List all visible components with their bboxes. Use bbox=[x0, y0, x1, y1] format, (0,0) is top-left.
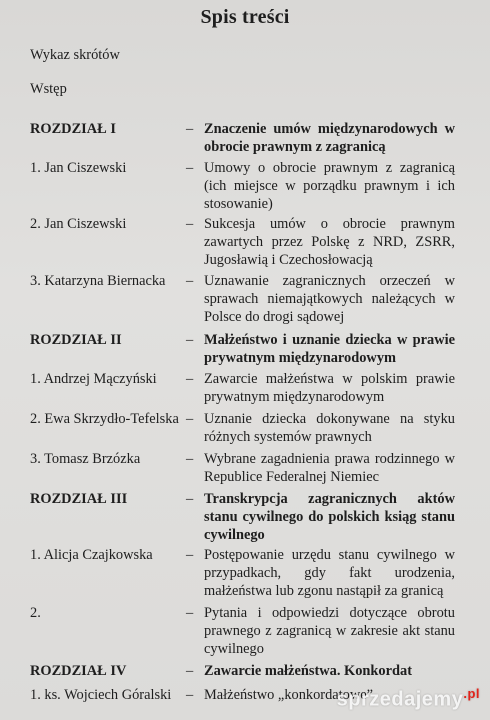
entry-2-3-dash: – bbox=[186, 451, 194, 467]
entry-1-3-title: Uznawanie zagranicznych orzeczeń w sprawach niemajątkowych należących w Polsce do drogi sądowej bbox=[204, 273, 455, 325]
chapter-1-title: Znaczenie umów międzynarodowych w obrocie prawnym z zagranicą bbox=[204, 121, 455, 155]
entry-1-1-title: Umowy o obrocie prawnym z zagranicą (ich miejsce w porządku prawnym i ich stosowanie) bbox=[204, 160, 455, 212]
entry-2-1-author: 1. Andrzej Mączyński bbox=[30, 371, 157, 387]
entry-4-1-author: 1. ks. Wojciech Góralski bbox=[30, 687, 172, 703]
entry-1-1-author: 1. Jan Ciszewski bbox=[30, 160, 127, 176]
watermark-logo bbox=[337, 686, 480, 712]
chapter-4-label: ROZDZIAŁ IV bbox=[30, 663, 127, 679]
entry-1-3-author: 3. Katarzyna Biernacka bbox=[30, 273, 166, 289]
chapter-3-dash: – bbox=[186, 491, 194, 507]
entry-1-2-title: Sukcesja umów o obrocie prawnym zawartych przez Polskę z NRD, ZSRR, Jugosławią i Czechosłowacją bbox=[204, 216, 455, 268]
entry-3-1-title: Postępowanie urzędu stanu cywilnego w przypadkach, gdy fakt urodzenia, małżeństwa lub zgonu nastąpił za granicą bbox=[204, 547, 455, 599]
chapter-4-title: Zawarcie małżeństwa. Konkordat bbox=[204, 663, 412, 679]
entry-2-2-author: 2. Ewa Skrzydło-Tefelska bbox=[30, 411, 179, 427]
entry-1-3-dash: – bbox=[186, 273, 194, 289]
chapter-3-title: Transkrypcja zagranicznych aktów stanu cywilnego do polskich ksiąg stanu cywilnego bbox=[204, 491, 455, 543]
entry-3-2-title: Pytania i odpowiedzi dotyczące obrotu prawnego z zagranicą w zakresie akt stanu cywilnego bbox=[204, 605, 455, 657]
chapter-2-label: ROZDZIAŁ II bbox=[30, 332, 122, 348]
chapter-2-dash: – bbox=[186, 332, 194, 348]
chapter-1-label: ROZDZIAŁ I bbox=[30, 121, 116, 137]
watermark-suffix: .pl bbox=[463, 686, 480, 702]
entry-2-2-dash: – bbox=[186, 411, 194, 427]
entry-4-1-title: Małżeństwo „konkordatowe” bbox=[204, 687, 374, 703]
chapter-3-label: ROZDZIAŁ III bbox=[30, 491, 128, 507]
entry-3-2-dash: – bbox=[186, 605, 194, 621]
page-title: Spis treści bbox=[200, 6, 290, 28]
intro-preface: Wstęp bbox=[30, 81, 67, 97]
entry-4-1-dash: – bbox=[186, 687, 194, 703]
watermark-text: sprzedajemy bbox=[336, 689, 464, 711]
entry-3-1-dash: – bbox=[186, 547, 194, 563]
entry-3-1-author: 1. Alicja Czajkowska bbox=[30, 547, 153, 563]
intro-abbreviations: Wykaz skrótów bbox=[30, 47, 120, 63]
entry-2-1-title: Zawarcie małżeństwa w polskim prawie prywatnym międzynarodowym bbox=[204, 371, 455, 405]
entry-2-3-title: Wybrane zagadnienia prawa rodzinnego w Republice Federalnej Niemiec bbox=[204, 451, 455, 485]
chapter-4-dash: – bbox=[186, 663, 194, 679]
entry-2-1-dash: – bbox=[186, 371, 194, 387]
chapter-1-dash: – bbox=[186, 121, 194, 137]
entry-3-2-author: 2. bbox=[30, 605, 41, 621]
entry-1-2-dash: – bbox=[186, 216, 194, 232]
entry-2-3-author: 3. Tomasz Brzózka bbox=[30, 451, 141, 467]
entry-1-1-dash: – bbox=[186, 160, 194, 176]
entry-2-2-title: Uznanie dziecka dokonywane na styku różnych systemów prawnych bbox=[204, 411, 455, 445]
chapter-2-title: Małżeństwo i uznanie dziecka w prawie prywatnym międzynarodowym bbox=[204, 332, 455, 366]
entry-1-2-author: 2. Jan Ciszewski bbox=[30, 216, 127, 232]
